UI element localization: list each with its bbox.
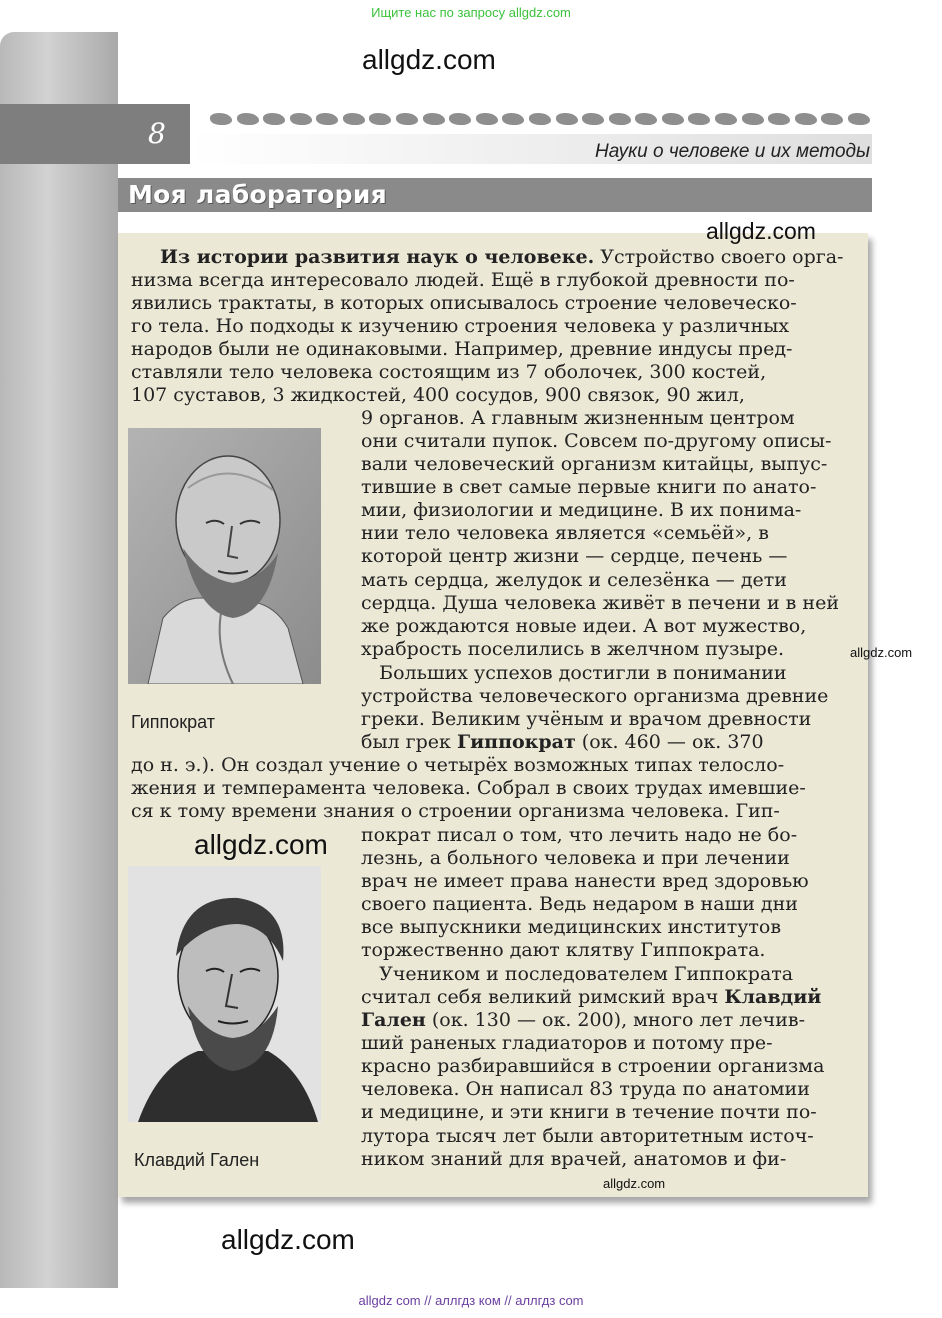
running-head: Науки о человеке и их методы <box>595 141 870 162</box>
text-line: своего пациента. Ведь недаром в наши дни <box>361 893 798 915</box>
text-line: тившие в свет самые первые книги по анато- <box>361 476 817 498</box>
animal-silhouette-icon <box>529 113 551 125</box>
text-span: (ок. 460 — ок. 370 <box>575 731 764 753</box>
text-span: считал себя великий римский врач <box>361 986 725 1008</box>
text-span: Устройство своего орга- <box>594 246 844 268</box>
text-line: до н. э.). Он создал учение о четырёх возможных типах телосло- <box>131 754 785 776</box>
galen-caption: Клавдий Гален <box>134 1150 260 1170</box>
bold-lead: Из истории развития наук о человеке. <box>160 246 595 268</box>
animal-silhouette-icon <box>423 113 445 125</box>
animal-silhouette-icon <box>768 113 790 125</box>
text-span: (ок. 130 — ок. 200), много лет лечив- <box>425 1009 806 1031</box>
animal-silhouette-icon <box>290 113 312 125</box>
page-number: 8 <box>148 117 166 150</box>
text-line: нии тело человека является «семьёй», в <box>361 522 769 544</box>
watermark: allgdz.com <box>221 1224 355 1255</box>
text-line <box>361 1009 805 1032</box>
animal-silhouette-icon <box>609 113 631 125</box>
text-line: ставляли тело человека состоящим из 7 оболочек, 300 костей, <box>131 361 767 383</box>
hippocrates-caption: Гиппократ <box>131 712 216 732</box>
watermark: allgdz.com <box>850 645 913 660</box>
text-span: был грек <box>361 731 457 753</box>
engraving-portrait-icon <box>128 866 321 1122</box>
animal-silhouette-icon <box>396 113 418 125</box>
bold-name: Гален <box>361 1009 426 1031</box>
text-line: ший раненых гладиаторов и потому пре- <box>361 1032 773 1054</box>
text-line: ником знаний для врачей, анатомов и фи- <box>361 1148 787 1170</box>
text-line <box>160 246 843 269</box>
text-line: которой центр жизни — сердце, печень — <box>361 545 788 567</box>
text-line: лутора тысяч лет были авторитетным источ- <box>361 1125 814 1147</box>
text-line: мии, физиологии и медицине. В их понима- <box>361 499 802 521</box>
animal-silhouette-icon <box>476 113 498 125</box>
text-line: сердца. Душа человека живёт в печени и в ней <box>361 592 839 614</box>
animal-silhouette-icon <box>502 113 524 125</box>
text-line: человека. Он написал 83 труда по анатомии <box>361 1078 810 1100</box>
text-line: и медицине, и эти книги в течение почти по- <box>361 1101 817 1123</box>
text-line: пократ писал о том, что лечить надо не бо- <box>361 824 798 846</box>
text-line: врач не имеет права нанести вред здоровью <box>361 870 809 892</box>
text-line: жения и темперамента человека. Собрал в своих трудах имевшие- <box>131 777 806 799</box>
animal-silhouette-icon <box>556 113 578 125</box>
page-side-strip <box>0 32 118 1288</box>
text-line: ся к тому времени знания о строении организма человека. Гип- <box>131 800 780 822</box>
animal-silhouette-icon <box>263 113 285 125</box>
animal-silhouette-icon <box>635 113 657 125</box>
top-search-banner[interactable]: Ищите нас по запросу allgdz.com <box>371 5 571 20</box>
watermark: allgdz.com <box>194 829 328 860</box>
galen-portrait <box>128 866 321 1122</box>
footer-links[interactable]: allgdz com // аллгдз ком // аллгдз com <box>358 1293 584 1308</box>
bust-illustration-icon <box>128 428 321 684</box>
animal-silhouette-icon <box>662 113 684 125</box>
animal-silhouette-icon <box>742 113 764 125</box>
animal-silhouette-icon <box>582 113 604 125</box>
watermark: allgdz.com <box>362 44 496 75</box>
text-line: же рождаются новые идеи. А вот мужество, <box>361 615 807 637</box>
animal-silhouette-icon <box>848 113 870 125</box>
text-line: 9 органов. А главным жизненным центром <box>361 407 795 429</box>
text-line: храбрость поселились в желчном пузыре. <box>361 638 785 660</box>
text-line: го тела. Но подходы к изучению строения человека у различных <box>131 315 790 337</box>
animal-silhouette-icon <box>688 113 710 125</box>
text-line: явились трактаты, в которых описывалось строение человеческо- <box>131 292 797 314</box>
animal-silhouettes-border <box>210 104 870 134</box>
text-line: греки. Великим учёным и врачом древности <box>361 708 812 730</box>
watermark: allgdz.com <box>706 218 816 244</box>
animal-silhouette-icon <box>316 113 338 125</box>
bold-name: Клавдий <box>724 986 822 1008</box>
animal-silhouette-icon <box>343 113 365 125</box>
text-line: красно разбиравшийся в строении организма <box>361 1055 825 1077</box>
text-line <box>361 731 764 754</box>
text-line: все выпускники медицинских институтов <box>361 916 782 938</box>
text-line: народов были не одинаковыми. Например, древние индусы пред- <box>131 338 793 360</box>
watermark: allgdz.com <box>603 1176 666 1191</box>
text-line: они считали пупок. Совсем по-другому описы- <box>361 430 832 452</box>
text-line: 107 суставов, 3 жидкостей, 400 сосудов, 900 связок, 90 жил, <box>131 384 745 406</box>
hippocrates-portrait <box>128 428 321 684</box>
animal-silhouette-icon <box>449 113 471 125</box>
text-line: вали человеческий организм китайцы, выпус- <box>361 453 828 475</box>
text-line: Учеником и последователем Гиппократа <box>361 963 794 985</box>
text-line: мать сердца, желудок и селезёнка — дети <box>361 569 787 591</box>
animal-silhouette-icon <box>715 113 737 125</box>
bold-name: Гиппократ <box>456 731 576 753</box>
animal-silhouette-icon <box>210 113 232 125</box>
section-title: Моя лаборатория <box>128 180 388 209</box>
text-line: Больших успехов достигли в понимании <box>361 662 787 684</box>
animal-silhouette-icon <box>237 113 259 125</box>
text-line: низма всегда интересовало людей. Ещё в глубокой древности по- <box>131 269 795 291</box>
text-line: торжественно дают клятву Гиппократа. <box>361 939 766 961</box>
animal-silhouette-icon <box>369 113 391 125</box>
animal-silhouette-icon <box>795 113 817 125</box>
animal-silhouette-icon <box>821 113 843 125</box>
text-line: лезнь, а больного человека и при лечении <box>361 847 790 869</box>
text-line <box>361 986 821 1009</box>
text-line: устройства человеческого организма древние <box>361 685 829 707</box>
